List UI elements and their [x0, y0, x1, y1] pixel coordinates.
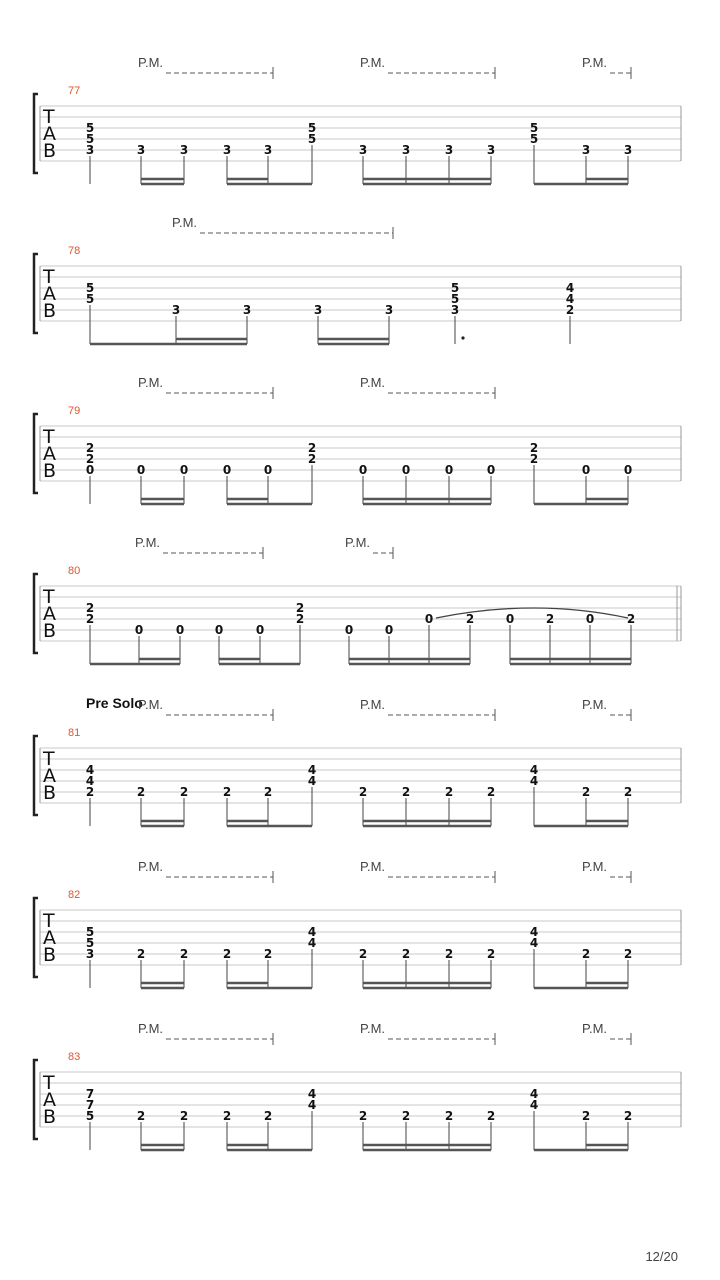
fret-number: 4 — [529, 925, 539, 939]
fret-number: 2 — [444, 1109, 454, 1123]
fret-number: 0 — [424, 612, 434, 626]
tab-clef-letter: T — [43, 1072, 55, 1094]
tab-clef-letter: T — [43, 106, 55, 128]
tab-clef-letter: A — [43, 283, 56, 305]
palm-mute-label: P.M. — [360, 859, 386, 874]
tab-clef-letter: A — [43, 443, 56, 465]
fret-number: 2 — [486, 1109, 496, 1123]
fret-number: 4 — [307, 1087, 317, 1101]
fret-number: 4 — [85, 763, 95, 777]
fret-number: 2 — [623, 947, 633, 961]
fret-number: 2 — [358, 1109, 368, 1123]
fret-number: 2 — [295, 601, 305, 615]
fret-number: 5 — [450, 292, 460, 306]
fret-number: 2 — [486, 785, 496, 799]
fret-number: 2 — [85, 441, 95, 455]
fret-number: 2 — [486, 947, 496, 961]
fret-number: 3 — [384, 303, 394, 317]
fret-number: 2 — [179, 785, 189, 799]
fret-number: 5 — [85, 292, 95, 306]
measure-number: 80 — [68, 565, 81, 577]
fret-number: 0 — [401, 463, 411, 477]
fret-number: 3 — [179, 143, 189, 157]
fret-number: 5 — [85, 281, 95, 295]
fret-number: 5 — [85, 121, 95, 135]
fret-number: 0 — [255, 623, 265, 637]
fret-number: 0 — [444, 463, 454, 477]
fret-number: 2 — [401, 947, 411, 961]
fret-number: 4 — [529, 763, 539, 777]
fret-number: 5 — [85, 132, 95, 146]
fret-number: 2 — [444, 947, 454, 961]
fret-number: 3 — [313, 303, 323, 317]
section-label: Pre Solo — [86, 695, 143, 711]
fret-number: 2 — [545, 612, 555, 626]
tab-clef-letter: A — [43, 123, 56, 145]
fret-number: 3 — [623, 143, 633, 157]
fret-number: 2 — [179, 1109, 189, 1123]
measure-number: 79 — [68, 405, 81, 417]
slur-arc — [436, 608, 628, 618]
fret-number: 7 — [85, 1098, 95, 1112]
tab-clef-letter: T — [43, 910, 55, 932]
fret-number: 0 — [136, 463, 146, 477]
palm-mute-label: P.M. — [582, 1021, 608, 1036]
fret-number: 2 — [179, 947, 189, 961]
fret-number: 2 — [529, 452, 539, 466]
fret-number: 2 — [136, 947, 146, 961]
fret-number: 0 — [486, 463, 496, 477]
fret-number: 4 — [529, 1098, 539, 1112]
fret-number: 0 — [581, 463, 591, 477]
fret-number: 5 — [85, 936, 95, 950]
system-bracket — [34, 414, 38, 493]
measure-number: 77 — [68, 85, 81, 97]
palm-mute-label: P.M. — [582, 859, 608, 874]
tab-clef-letter: B — [43, 140, 57, 162]
fret-number: 5 — [307, 121, 317, 135]
fret-number: 3 — [242, 303, 252, 317]
palm-mute-label: P.M. — [138, 859, 164, 874]
tab-clef-letter: T — [43, 586, 55, 608]
fret-number: 3 — [358, 143, 368, 157]
fret-number: 3 — [85, 143, 95, 157]
fret-number: 2 — [358, 785, 368, 799]
fret-number: 2 — [401, 1109, 411, 1123]
fret-number: 3 — [486, 143, 496, 157]
tab-clef-letter: B — [43, 620, 57, 642]
tab-clef-letter: T — [43, 748, 55, 770]
fret-number: 0 — [134, 623, 144, 637]
fret-number: 2 — [85, 785, 95, 799]
fret-number: 4 — [307, 1098, 317, 1112]
fret-number: 2 — [263, 1109, 273, 1123]
fret-number: 3 — [85, 947, 95, 961]
palm-mute-label: P.M. — [360, 55, 386, 70]
fret-number: 2 — [358, 947, 368, 961]
fret-number: 2 — [444, 785, 454, 799]
fret-number: 2 — [222, 1109, 232, 1123]
palm-mute-label: P.M. — [138, 697, 164, 712]
fret-number: 2 — [136, 785, 146, 799]
fret-number: 3 — [222, 143, 232, 157]
fret-number: 4 — [529, 774, 539, 788]
fret-number: 4 — [307, 925, 317, 939]
fret-number: 2 — [581, 785, 591, 799]
fret-number: 2 — [307, 441, 317, 455]
tab-clef-letter: B — [43, 944, 57, 966]
system-bracket — [34, 898, 38, 977]
fret-number: 4 — [307, 763, 317, 777]
tab-clef-letter: T — [43, 426, 55, 448]
system-bracket — [34, 1060, 38, 1139]
palm-mute-label: P.M. — [172, 215, 198, 230]
fret-number: 2 — [623, 785, 633, 799]
fret-number: 0 — [623, 463, 633, 477]
system-bracket — [34, 574, 38, 653]
fret-number: 3 — [581, 143, 591, 157]
fret-number: 0 — [179, 463, 189, 477]
palm-mute-label: P.M. — [138, 375, 164, 390]
fret-number: 0 — [222, 463, 232, 477]
fret-number: 2 — [295, 612, 305, 626]
fret-number: 2 — [623, 1109, 633, 1123]
palm-mute-label: P.M. — [582, 55, 608, 70]
tab-clef-letter: B — [43, 782, 57, 804]
fret-number: 5 — [85, 1109, 95, 1123]
dotted-note — [461, 336, 464, 339]
tab-clef-letter: B — [43, 1106, 57, 1128]
fret-number: 4 — [529, 1087, 539, 1101]
fret-number: 2 — [222, 947, 232, 961]
tab-clef-letter: A — [43, 603, 56, 625]
fret-number: 0 — [175, 623, 185, 637]
measure-number: 81 — [68, 727, 81, 739]
fret-number: 0 — [585, 612, 595, 626]
tab-clef-letter: T — [43, 266, 55, 288]
fret-number: 2 — [565, 303, 575, 317]
fret-number: 2 — [85, 452, 95, 466]
fret-number: 4 — [565, 281, 575, 295]
tab-clef-letter: A — [43, 927, 56, 949]
fret-number: 3 — [263, 143, 273, 157]
fret-number: 4 — [565, 292, 575, 306]
page-number: 12/20 — [645, 1249, 678, 1264]
fret-number: 0 — [505, 612, 515, 626]
palm-mute-label: P.M. — [360, 697, 386, 712]
tab-clef-letter: A — [43, 765, 56, 787]
palm-mute-label: P.M. — [135, 535, 161, 550]
system-bracket — [34, 736, 38, 815]
fret-number: 2 — [136, 1109, 146, 1123]
fret-number: 2 — [263, 947, 273, 961]
palm-mute-label: P.M. — [360, 375, 386, 390]
fret-number: 4 — [307, 936, 317, 950]
fret-number: 4 — [85, 774, 95, 788]
fret-number: 0 — [85, 463, 95, 477]
fret-number: 5 — [450, 281, 460, 295]
fret-number: 5 — [529, 132, 539, 146]
tab-clef-letter: B — [43, 300, 57, 322]
fret-number: 0 — [344, 623, 354, 637]
fret-number: 5 — [307, 132, 317, 146]
fret-number: 2 — [581, 1109, 591, 1123]
palm-mute-label: P.M. — [138, 55, 164, 70]
fret-number: 2 — [581, 947, 591, 961]
fret-number: 2 — [85, 601, 95, 615]
fret-number: 2 — [263, 785, 273, 799]
fret-number: 3 — [171, 303, 181, 317]
palm-mute-label: P.M. — [138, 1021, 164, 1036]
fret-number: 4 — [529, 936, 539, 950]
fret-number: 0 — [358, 463, 368, 477]
system-bracket — [34, 254, 38, 333]
palm-mute-label: P.M. — [345, 535, 371, 550]
fret-number: 2 — [222, 785, 232, 799]
fret-number: 2 — [307, 452, 317, 466]
measure-number: 83 — [68, 1051, 81, 1063]
fret-number: 2 — [529, 441, 539, 455]
fret-number: 0 — [384, 623, 394, 637]
tab-clef-letter: B — [43, 460, 57, 482]
system-bracket — [34, 94, 38, 173]
measure-number: 82 — [68, 889, 81, 901]
fret-number: 7 — [85, 1087, 95, 1101]
palm-mute-label: P.M. — [360, 1021, 386, 1036]
fret-number: 3 — [401, 143, 411, 157]
fret-number: 2 — [85, 612, 95, 626]
fret-number: 2 — [465, 612, 475, 626]
fret-number: 0 — [263, 463, 273, 477]
measure-number: 78 — [68, 245, 81, 257]
fret-number: 4 — [307, 774, 317, 788]
tab-clef-letter: A — [43, 1089, 56, 1111]
fret-number: 3 — [444, 143, 454, 157]
palm-mute-label: P.M. — [582, 697, 608, 712]
fret-number: 3 — [450, 303, 460, 317]
fret-number: 3 — [136, 143, 146, 157]
fret-number: 5 — [529, 121, 539, 135]
fret-number: 0 — [214, 623, 224, 637]
fret-number: 2 — [626, 612, 636, 626]
fret-number: 5 — [85, 925, 95, 939]
fret-number: 2 — [401, 785, 411, 799]
